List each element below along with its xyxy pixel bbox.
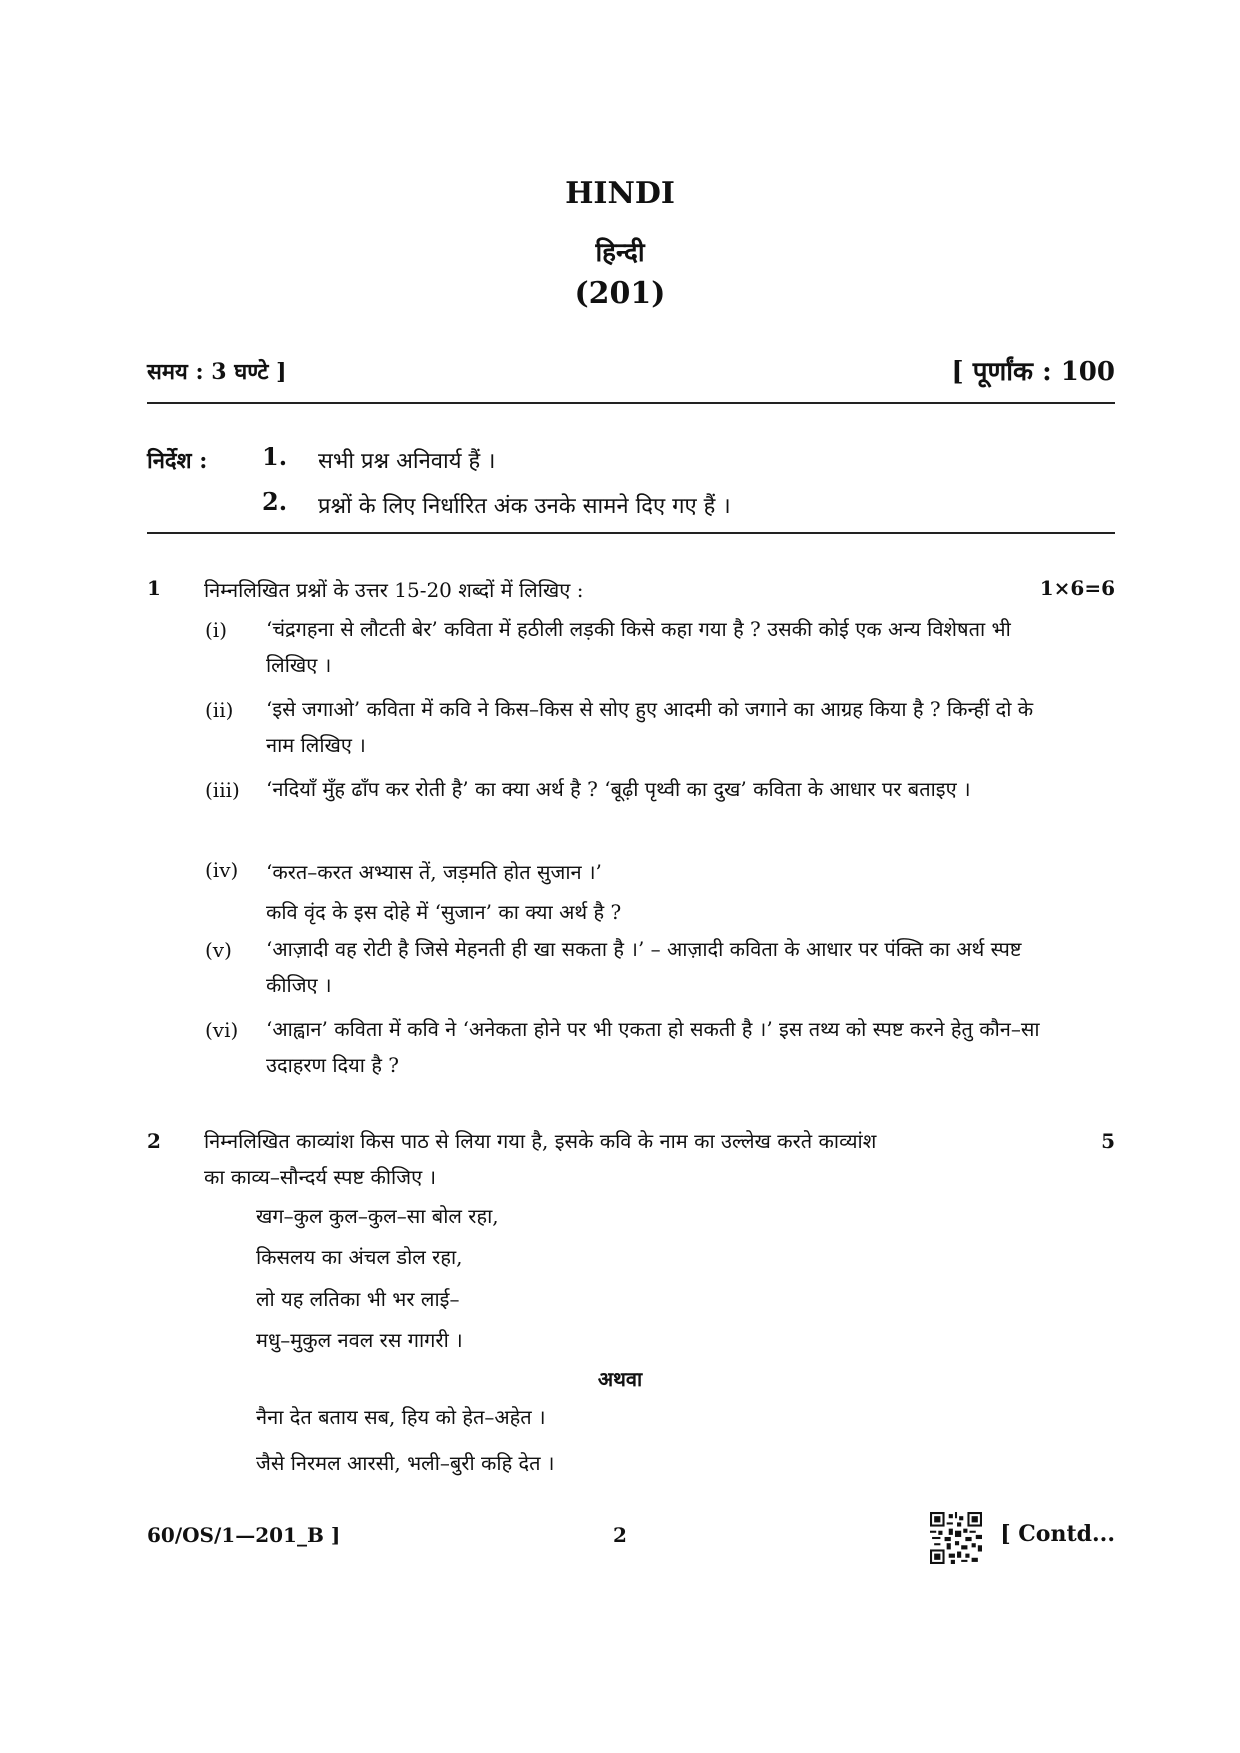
continued-label: [ Contd...	[1000, 1521, 1115, 1547]
question-marks: 5	[1101, 1129, 1115, 1153]
instructions-divider	[147, 532, 1115, 534]
sub-question-text: ‘आह्वान’ कविता में कवि ने ‘अनेकता होने पर भी एकता हो सकती है ।’ इस तथ्य को स्पष्ट करने हेतु कौन–सा उदाहरण दिया है ?	[266, 1017, 1040, 1077]
or-separator: अथवा	[597, 1367, 643, 1391]
question-text-continued: का काव्य–सौन्दर्य स्पष्ट कीजिए ।	[204, 1165, 437, 1189]
poem-line: लो यह लतिका भी भर लाई–	[256, 1287, 460, 1311]
page-number: 2	[613, 1523, 627, 1547]
sub-question-label: (iii)	[205, 778, 240, 802]
instructions-label: निर्देश :	[147, 448, 208, 474]
question-text: निम्नलिखित प्रश्नों के उत्तर 15-20 शब्दों में लिखिए :	[204, 578, 584, 602]
question-number: 1	[147, 576, 161, 600]
question-number: 2	[147, 1129, 161, 1153]
sub-question-quote: ‘करत–करत अभ्यास तें, जड़मति होत सुजान ।’	[266, 860, 602, 884]
sub-question-label: (vi)	[205, 1018, 239, 1042]
sub-question-text: ‘नदियाँ मुँह ढाँप कर रोती है’ का क्या अर्थ है ? ‘बूढ़ी पृथ्वी का दुख’ कविता के आधार पर बताइए ।	[266, 777, 971, 801]
sub-question-text: ‘इसे जगाओ’ कविता में कवि ने किस–किस से सोए हुए आदमी को जगाने का आग्रह किया है ? किन्हीं दो के नाम लिखिए ।	[266, 697, 1034, 757]
time-allowed: समय : 3 घण्टे ]	[147, 359, 287, 385]
sub-question-text: ‘चंद्रगहना से लौटती बेर’ कविता में हठीली लड़की किसे कहा गया है ? उसकी कोई एक अन्य विशेषता भी लिखिए ।	[266, 617, 1011, 677]
poem-line: जैसे निरमल आरसी, भली–बुरी कहि देत ।	[256, 1451, 555, 1475]
sub-question-text: ‘आज़ादी वह रोटी है जिसे मेहनती ही खा सकता है ।’ – आज़ादी कविता के आधार पर पंक्ति का अर्थ स्पष्ट कीजिए ।	[266, 937, 1022, 997]
paper-code: 60/OS/1—201_B ]	[147, 1523, 341, 1547]
poem-line: नैना देत बताय सब, हिय को हेत–अहेत ।	[256, 1405, 546, 1429]
maximum-marks: [ पूर्णांक : 100	[951, 357, 1115, 387]
subject-code: (201)	[574, 276, 666, 311]
question-text: निम्नलिखित काव्यांश किस पाठ से लिया गया है, इसके कवि के नाम का उल्लेख करते काव्यांश	[204, 1129, 877, 1153]
poem-line: किसलय का अंचल डोल रहा,	[256, 1245, 463, 1269]
instruction-text: सभी प्रश्न अनिवार्य हैं ।	[318, 449, 496, 474]
instruction-number: 1.	[262, 442, 288, 471]
subject-title-english: HINDI	[565, 176, 675, 211]
sub-question-label: (ii)	[205, 698, 234, 722]
sub-question-label: (iv)	[205, 858, 239, 882]
instruction-number: 2.	[262, 487, 288, 516]
sub-question-text: कवि वृंद के इस दोहे में ‘सुजान’ का क्या अर्थ है ?	[266, 900, 622, 924]
question-marks: 1×6=6	[1039, 576, 1115, 600]
poem-line: खग–कुल कुल–कुल–सा बोल रहा,	[256, 1204, 499, 1228]
qr-code-icon	[930, 1512, 982, 1564]
header-divider	[147, 402, 1115, 404]
poem-line: मधु–मुकुल नवल रस गागरी ।	[256, 1328, 463, 1352]
sub-question-label: (i)	[205, 618, 228, 642]
instruction-text: प्रश्नों के लिए निर्धारित अंक उनके सामने दिए गए हैं ।	[318, 494, 731, 519]
subject-title-hindi: हिन्दी	[595, 238, 645, 268]
sub-question-label: (v)	[205, 938, 232, 962]
